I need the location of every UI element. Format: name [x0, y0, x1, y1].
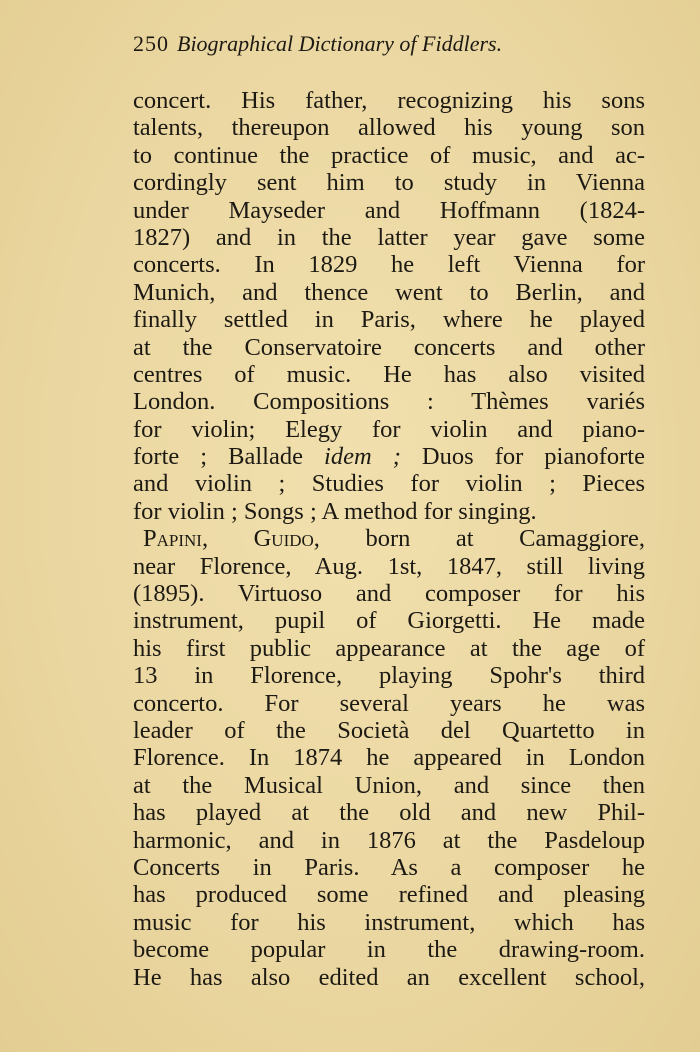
text-line: leader of the Società del Quartetto in	[133, 716, 645, 744]
text-line: harmonic, and in 1876 at the Pasdeloup	[133, 826, 645, 854]
text-line: He has also edited an excellent school,	[133, 963, 645, 991]
italic-term: idem ;	[324, 443, 401, 471]
text-segment: born at Camaggiore,	[319, 525, 645, 553]
text-line: to continue the practice of music, and ac-	[133, 141, 645, 169]
text-line: 13 in Florence, playing Spohr's third	[133, 662, 645, 690]
text-line: under Mayseder and Hoffmann (1824-	[133, 196, 645, 224]
text-line: for violin; Elegy for violin and piano-	[133, 415, 645, 443]
text-line: 1827) and in the latter year gave some	[133, 223, 645, 251]
text-line: Florence. In 1874 he appeared in London	[133, 744, 645, 772]
entry-start-line	[133, 525, 645, 552]
text-line: concert. His father, recognizing his sons	[133, 87, 645, 114]
text-line: centres of music. He has also visited	[133, 360, 645, 388]
text-line: concerts. In 1829 he left Vienna for	[133, 251, 645, 279]
page-number: 250	[133, 31, 169, 56]
text-line: near Florence, Aug. 1st, 1847, still living	[133, 552, 645, 580]
text-line: Munich, and thence went to Berlin, and	[133, 278, 645, 306]
text-line: (1895). Virtuoso and composer for his	[133, 580, 645, 608]
running-title: Biographical Dictionary of Fiddlers.	[177, 31, 503, 56]
text-segment: Duos for pianoforte	[400, 443, 645, 471]
text-line: become popular in the drawing-room.	[133, 936, 645, 964]
text-line: for violin ; Songs ; A method for singing.	[133, 497, 537, 525]
text-line: instrument, pupil of Giorgetti. He made	[133, 607, 645, 635]
text-line: concerto. For several years he was	[133, 689, 645, 717]
text-line: finally settled in Paris, where he played	[133, 306, 645, 334]
entry-headword: Papini, Guido,	[143, 525, 320, 553]
text-line: music for his instrument, which has	[133, 908, 645, 936]
text-segment: forte ; Ballade	[133, 443, 325, 471]
text-line: at the Conservatoire concerts and other	[133, 333, 645, 361]
text-line: has produced some refined and pleasing	[133, 881, 645, 909]
text-line: cordingly sent him to study in Vienna	[133, 169, 645, 197]
text-line: has played at the old and new Phil-	[133, 799, 645, 827]
text-line: Concerts in Paris. As a composer he	[133, 853, 645, 881]
text-line: at the Musical Union, and since then	[133, 771, 645, 799]
text-line: his first public appearance at the age of	[133, 634, 645, 662]
body-text	[133, 87, 645, 991]
text-line: talents, thereupon allowed his young son	[133, 114, 645, 142]
text-line: and violin ; Studies for violin ; Pieces	[133, 470, 645, 498]
text-line: London. Compositions : Thèmes variés	[133, 388, 645, 416]
text-line	[133, 443, 645, 470]
running-head	[133, 30, 502, 58]
